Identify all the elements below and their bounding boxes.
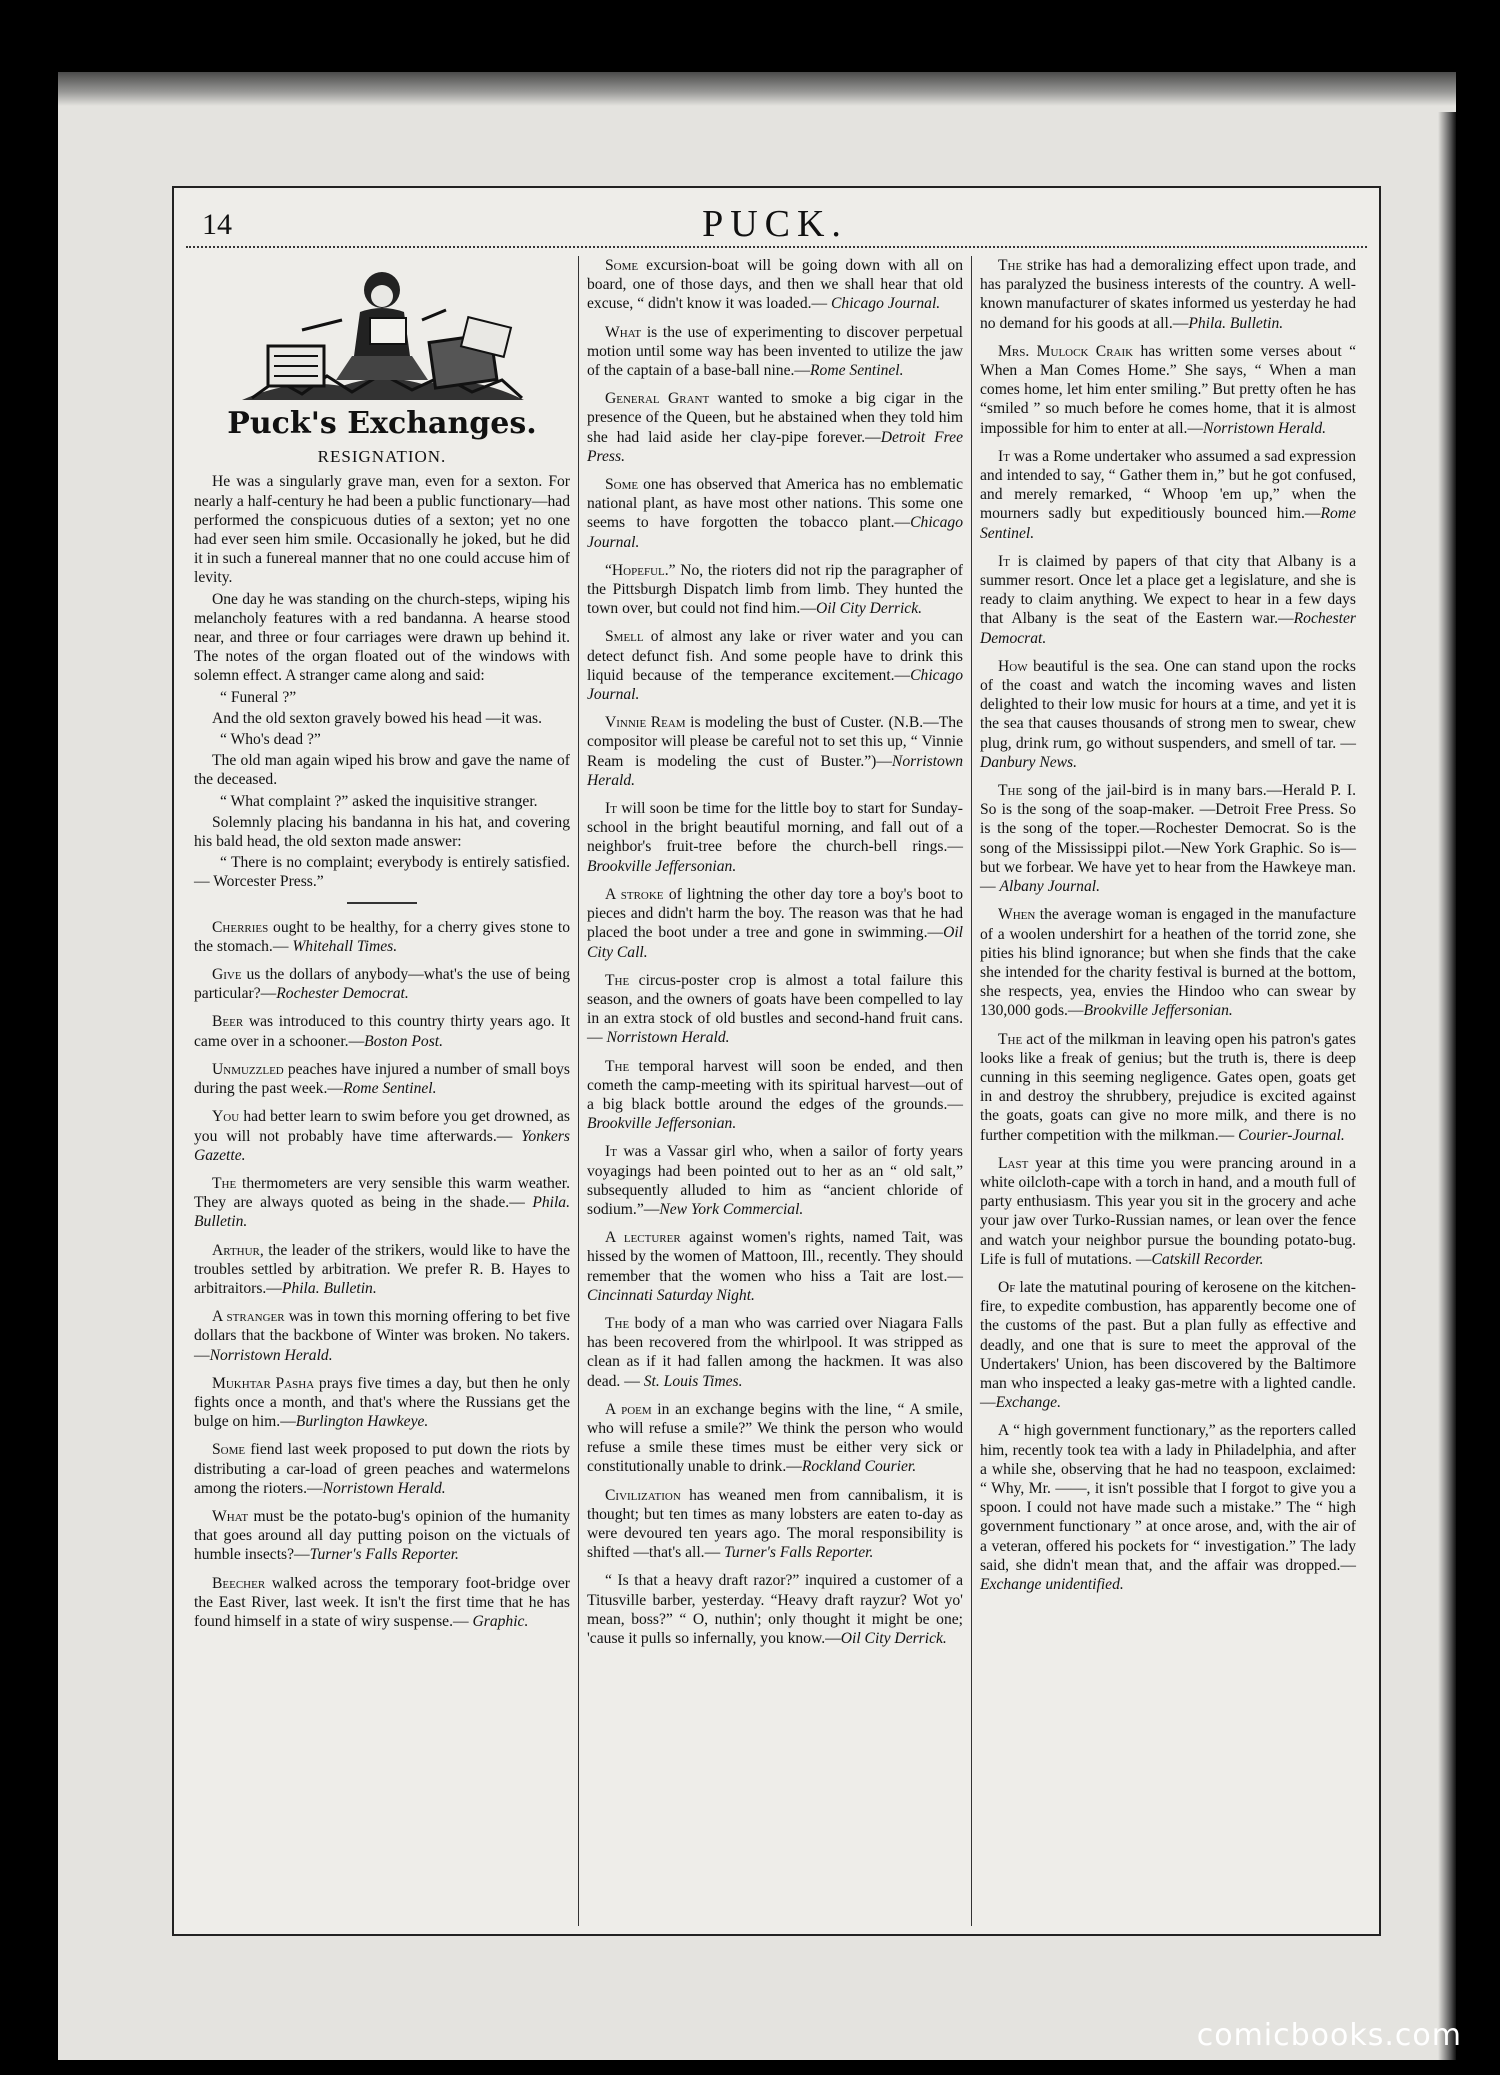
news-paragraph [980,781,1356,896]
story-resignation [194,472,570,891]
paragraph-source: Rochester Democrat. [980,610,1356,647]
news-paragraph [194,1374,570,1432]
paragraph-text: walked across the temporary foot-bridge over the East River, last week. It isn't the first time that he has found himself in a state of wiry suspense.— [194,1574,570,1630]
paragraph-lead: How [998,657,1028,675]
paragraph-source: Boston Post. [364,1032,444,1050]
paragraph-text: in an exchange begins with the line, “ A smile, who will refuse a smile?” We think the person who would refuse a smile these times must be either very sick or constitutionally unable to drink.— [587,1400,963,1476]
paragraph-source: New York Commercial. [659,1200,804,1218]
page-number: 14 [202,208,232,241]
paragraph-lead: A poem [605,1400,652,1418]
news-paragraph [194,1107,570,1165]
paragraph-source: Rome Sentinel. [342,1080,437,1098]
page-header [192,194,1358,246]
story-paragraph: One day he was standing on the church-steps, wiping his melancholy features with a red bandanna. A hearse stood near, and three or four carriages were drawn up behind it. The notes of the organ floated out of the windows with solemn effect. A stranger came along and said: [194,590,570,685]
news-paragraph [587,799,963,876]
paragraph-source: Brookville Jeffersonian. [587,1115,737,1133]
news-paragraph [587,256,963,314]
paragraph-lead: You [212,1108,240,1126]
paragraph-lead: Mukhtar Pasha [212,1374,315,1392]
paragraph-text: was introduced to this country thirty years ago. It came over in a schooner.— [194,1013,570,1050]
news-paragraph [980,1278,1356,1412]
paragraph-text: strike has had a demoralizing effect upon trade, and has paralyzed the business interests of the country. A well-known manufacturer of skates informed us yesterday he had no demand for his goods at all.— [980,257,1356,332]
paragraph-text: of almost any lake or river water and you can detect defunct fish. And some people have to drink this liquid because of the temperance excitement.— [587,628,963,684]
paragraph-lead: It [998,447,1010,465]
paragraph-source: Norristown Herald. [606,1029,730,1047]
news-paragraph [194,1012,570,1050]
section-separator [347,902,417,904]
story-paragraph: “ Funeral ?” [220,688,297,706]
paragraph-lead: Some [212,1441,246,1459]
paragraph-text: against women's rights, named Tait, was hissed by the women of Mattoon, Ill., recently. They should remember that the women who hiss a Tait are lost.— [587,1229,963,1285]
paragraph-lead: It [605,1143,617,1161]
paragraph-text: temporal harvest will soon be ended, and then cometh the camp-meeting with its spiritual harvest—out of a big black bottle around the edges of the grounds.— [587,1057,963,1113]
news-paragraph [980,905,1356,1020]
paragraph-lead: What [212,1507,249,1525]
paragraph-source: Burlington Hawkeye. [295,1413,429,1431]
paragraph-lead: A lecturer [605,1229,681,1247]
paragraph-text: ought to be healthy, for a cherry gives stone to the stomach.— [194,918,570,955]
news-paragraph [587,1400,963,1477]
paragraph-lead: The [605,971,630,989]
paragraph-lead: It [998,552,1010,570]
paragraph-lead: The [998,1030,1023,1048]
paragraph-text: has weaned men from cannibalism, it is thought; but ten times as many lobsters are eaten to-day as were devoured ten years ago. The moral responsibility is shifted —that's all.— [587,1486,963,1562]
page-title: PUCK. [702,203,848,245]
paragraph-lead: Some [605,476,639,494]
paragraph-text: us the dollars of anybody—what's the use of being particular?— [194,966,570,1003]
paragraph-lead: Civilization [605,1486,681,1504]
news-paragraph [587,1228,963,1305]
column-1 [186,256,578,1926]
news-paragraph [587,561,963,619]
scan-top-edge [58,72,1456,106]
paragraph-text: the average woman is engaged in the manufacture of a woolen undershirt for a heathen of the torrid zone, she pities his blind ignorance; but when she finds that the cake she intended for the charity festival is burned at the bottom, she respects, yea, envies the Hindoo who can swear by 130,000 gods.— [980,906,1356,1020]
news-paragraph [194,1307,570,1365]
story-paragraph: “ Who's dead ?” [220,731,321,749]
paragraph-text: peaches have injured a number of small boys during the past week.— [194,1060,570,1098]
paragraph-lead: Last [998,1154,1029,1172]
paragraph-source: Graphic. [472,1612,529,1630]
paragraph-lead: The [998,257,1023,274]
scan-right-edge [1438,112,1456,2060]
paragraph-lead: Mrs. Mulock Craik [998,342,1134,360]
paragraph-source: Brookville Jeffersonian. [1083,1002,1233,1020]
paragraph-lead: When [998,906,1036,924]
paragraph-lead: A [998,1422,1010,1440]
story-paragraph: The old man again wiped his brow and gave the name of the deceased. [194,752,570,789]
news-paragraph [587,713,963,790]
paragraph-text: song of the jail-bird is in many bars.—Herald P. I. So is the song of the soap-maker. —Detroit Free Press. So is the song of the toper.—Rochester Democrat. So is the song of the Mississippi pilot.—New York Graphic. So is—but we forbear. We have yet to hear from the Hawkeye man. — [980,782,1356,896]
story-paragraph: “ What complaint ?” asked the inquisitive stranger. [220,792,538,810]
paragraph-lead: “Hopeful.” [605,561,676,579]
paragraph-text: “ high government functionary,” as the reporters called him, recently took tea with a lady in Philadelphia, and after a while she, observing that he had no teaspoon, exclaimed: “ Why, Mr. ——, it isn't possible that I forgot to give you a spoon. I could not have made such a mistake.” The “ high government functionary ” at once arose, and, with the air of a veteran, offered his pockets for “ investigation.” The lady said, she didn't mean that, and the affair was dropped.— [980,1422,1356,1574]
paragraph-lead: The [605,1057,630,1075]
paragraph-source: Courier-Journal. [1238,1126,1345,1144]
paragraph-source: Rome Sentinel. [980,505,1356,542]
paragraph-text: act of the milkman in leaving open his patron's gates looks like a freak of genius; but the truth is, there is deep cunning in this seeming negligence. Gates open, goats get in and destroy the shrubbery, prejudice is excited against the goats, goats can give no more milk, and there is no further competition with the milkman.— [980,1030,1356,1144]
story-paragraph: He was a singularly grave man, even for a sexton. For nearly a half-century he had been a public functionary—had performed the conspicuous duties of a sexton; yet no one had ever seen him smile. Occasionally he joked, but he did it in such a funereal manner that no one could accuse him of levity. [194,473,570,587]
news-paragraph [587,627,963,704]
paragraph-text: prays five times a day, but then he only fights once a month, and that's where the Russians get the bulge on him.— [194,1374,570,1431]
paragraph-lead: Of [998,1278,1016,1296]
paragraph-text: year at this time you were prancing around in a white oilcloth-cape with a torch in hand, and a mouth full of party enthusiasm. This year you sit in the grocery and ache your jaw over Turko-Russian names, or lean over the fence and watch your neighbor pursue the bounding potato-bug. Life is full of mutations. — [980,1154,1356,1268]
paragraph-text: fiend last week proposed to put down the riots by distributing a car-load of green peaches and watermelons among the rioters.— [194,1441,570,1497]
paragraph-source: Yonkers Gazette. [194,1127,570,1164]
paragraph-text: of lightning the other day tore a boy's boot to pieces and didn't harm the boy. The reason was that he had placed the boot under a tree and gone in swimming.— [587,885,963,942]
paragraph-lead: What [605,323,642,341]
news-paragraph [587,971,963,1048]
paragraph-lead: It [605,800,617,818]
paragraph-lead: A stroke [605,885,664,903]
paragraph-text: is claimed by papers of that city that Albany is a summer resort. Once let a place get a legislature, and she is ready to claim anything. We expect to hear in a few days that Albany is the seat of the Eastern war.— [980,552,1356,628]
watermark: comicbooks.com [1196,2018,1462,2053]
paragraph-source: Turner's Falls Reporter. [724,1544,874,1562]
paragraph-lead: Vinnie Ream [605,714,686,732]
paragraph-lead: The [605,1314,630,1332]
paragraph-lead: Beer [212,1013,244,1031]
paragraph-source: Oil City Derrick. [815,600,923,618]
paragraph-text: has written some verses about “ When a Man Comes Home.” She says, “ When a man comes home, let him enter smiling.” But pretty often he has “smiled ” so much before he comes home, that it is almost impossible for him to enter at all.— [980,342,1356,437]
paragraph-text: body of a man who was carried over Niagara Falls has been recovered from the whirlpool. It was stripped as clean as if it had fallen among the hackmen. It was also dead. — [587,1314,963,1390]
paragraph-source: Norristown Herald. [209,1346,333,1364]
news-paragraph [194,1507,570,1565]
paragraph-source: Rome Sentinel. [810,362,904,380]
paragraph-lead: The [212,1174,237,1192]
news-paragraph [194,965,570,1003]
paragraph-text: is modeling the bust of Custer. (N.B.—The compositor will please be careful not to set this up, “ Vinnie Ream is modeling the cust of Buster.”)— [587,714,963,770]
paragraph-source: Cincinnati Saturday Night. [587,1286,755,1304]
paragraph-text: No, the rioters did not rip the paragrapher of the Pittsburgh Dispatch limb from limb. They hunted the town over, but could not find him.— [587,561,963,618]
paragraph-source: Albany Journal. [999,878,1100,896]
paragraph-text: Is that a heavy draft razor?” inquired a customer of a Titusville barber, yesterday. “Heavy draft rayzur? Wot yo' mean, boss?” “ O, nuthin'; only thought it might be one; 'cause it pulls so infernally, you know.— [587,1572,963,1647]
story-paragraph: Solemnly placing his bandanna in his hat, and covering his bald head, the old sexton made answer: [194,813,570,851]
paragraph-lead: The [998,782,1023,800]
paragraph-source: St. Louis Times. [643,1372,743,1390]
news-paragraph [587,1314,963,1391]
paragraph-text: beautiful is the sea. One can stand upon the rocks of the coast and watch the incoming waves and listen delighted to their low music for hours at a time, and yet it is the sea that causes thousands of strong men to swear, chew plug, drink rum, go without suspenders, and smell of tar. — [980,657,1356,752]
news-paragraph [194,1060,570,1098]
paragraph-source: Exchange. [995,1394,1061,1412]
news-paragraph [587,323,963,381]
paragraph-text: thermometers are very sensible this warm weather. They are always quoted as being in the shade.— [194,1174,570,1212]
column-3 [971,256,1364,1926]
column-1-items [194,918,570,1632]
news-paragraph [194,1574,570,1632]
news-paragraph [980,1030,1356,1145]
paragraph-source: Whitehall Times. [292,937,398,955]
paragraph-lead: Beecher [212,1574,266,1592]
paragraph-source: Phila. Bulletin. [194,1194,570,1231]
paragraph-source: Oil City Derrick. [840,1630,947,1647]
paragraph-source: Phila. Bulletin. [1188,314,1284,332]
paragraph-source: Rockland Courier. [801,1458,917,1476]
paragraph-text: is the use of experimenting to discover perpetual motion until some way has been invented to utilize the jaw of the captain of a base-ball nine.— [587,323,963,380]
paragraph-text: late the matutinal pouring of kerosene on the kitchen-fire, to expedite combustion, has apparently become one of the customs of the past. But a plan fully as effective and deadly, and one that is sure to meet the approval of the Undertakers' Union, has been discovered by the Baltimore man who inspected a leaky gas-metre with a lighted candle.— [980,1278,1356,1412]
paragraph-text: wanted to smoke a big cigar in the presence of the Queen, but he abstained when they told him she had laid aside her clay-pipe forever.— [587,390,963,446]
paragraph-source: Detroit Free Press. [587,428,963,465]
paragraph-source: Oil City Call. [587,924,963,961]
paragraph-text: had better learn to swim before you get drowned, as you will not probably have time afterwards.— [194,1108,570,1145]
news-paragraph [194,1440,570,1498]
paragraph-source: Catskill Recorder. [1151,1250,1264,1268]
paragraph-text: will soon be time for the little boy to start for Sunday-school in the bright beautiful morning, and fall out of a neighbor's fruit-tree before the church-bell rings.— [587,800,963,856]
paragraph-source: Brookville Jeffersonian. [587,857,737,875]
paragraph-lead: A stranger [212,1308,285,1326]
news-paragraph [980,1154,1356,1269]
paragraph-source: Norristown Herald. [587,752,963,789]
newspaper-page [172,186,1381,1936]
paragraph-text: the leader of the strikers, would like to have the troubles settled by arbitration. We prefer R. B. Hayes to arbitraitors.— [194,1241,570,1297]
columns [186,256,1364,1926]
paragraph-text: was in town this morning offering to bet five dollars that the backbone of Winter was broken. No takers.— [194,1308,570,1364]
news-paragraph [587,389,963,466]
paragraph-source: Danbury News. [980,753,1078,771]
puck-illustration [232,260,532,408]
paragraph-text: one has observed that America has no emblematic national plant, as have most other nations. This some one seems to have forgotten the tobacco plant.— [587,476,963,532]
news-paragraph [587,885,963,962]
paragraph-lead: Smell [605,628,644,646]
column-2 [578,256,971,1926]
news-paragraph [587,1571,963,1648]
paragraph-source: Chicago Journal. [587,666,963,704]
news-paragraph [587,1057,963,1134]
news-paragraph [194,1241,570,1299]
news-paragraph [980,657,1356,772]
paragraph-text: was a Vassar girl who, when a sailor of forty years voyagings had been pointed out to her as an “ old salt,” subsequently alluded to him as “ancient chloride of sodium.”— [587,1143,963,1218]
news-paragraph [980,1421,1356,1594]
paragraph-lead: Some [605,257,639,274]
news-paragraph [587,1142,963,1219]
paragraph-lead: Arthur, [212,1241,264,1259]
paragraph-source: Norristown Herald. [322,1479,446,1497]
paragraph-source: Chicago Journal. [831,295,941,313]
news-paragraph [980,552,1356,648]
news-paragraph [980,447,1356,543]
paragraph-source: Chicago Journal. [587,514,963,551]
story-title: RESIGNATION. [317,447,447,467]
paragraph-text: circus-poster crop is almost a total failure this season, and the owners of goats have been compelled to lay in an extra stock of old bustles and second-hand fruit cans. — [587,971,963,1047]
paragraph-text: must be the potato-bug's opinion of the humanity that goes around all day putting poison on the victuals of humble insects?— [194,1507,570,1564]
paragraph-source: Turner's Falls Reporter. [309,1546,459,1564]
news-paragraph [194,1174,570,1232]
story-paragraph: “ There is no complaint; everybody is entirely satisfied.— Worcester Press.” [194,854,570,891]
paragraph-lead: Give [212,966,242,984]
paragraph-source: Phila. Bulletin. [281,1279,377,1297]
news-paragraph [980,256,1356,333]
story-paragraph: And the old sexton gravely bowed his head —it was. [212,709,543,727]
news-paragraph [587,475,963,552]
paragraph-lead: General Grant [605,390,710,408]
news-paragraph [980,342,1356,438]
paragraph-source: Norristown Herald. [1203,419,1327,437]
paragraph-source: Exchange unidentified. [980,1576,1124,1593]
paragraph-source: Rochester Democrat. [276,985,409,1003]
paragraph-lead: Cherries [212,918,269,936]
paragraph-lead: Unmuzzled [212,1060,284,1078]
header-rule [186,246,1367,248]
paragraph-text: excursion-boat will be going down with all on board, one of those days, and then we shall hear that old excuse, “ didn't know it was loaded.— [587,257,963,313]
paragraph-text: was a Rome undertaker who assumed a sad expression and intended to say, “ Gather them in,” but he got confused, and merely remarked, “ Whoop 'em up,” when the mourners sadly but expeditiously bounced him.— [980,447,1356,523]
news-paragraph [194,918,570,956]
news-paragraph [587,1486,963,1563]
section-title: Puck's Exchanges. [227,406,537,441]
paragraph-lead: “ [605,1572,612,1590]
